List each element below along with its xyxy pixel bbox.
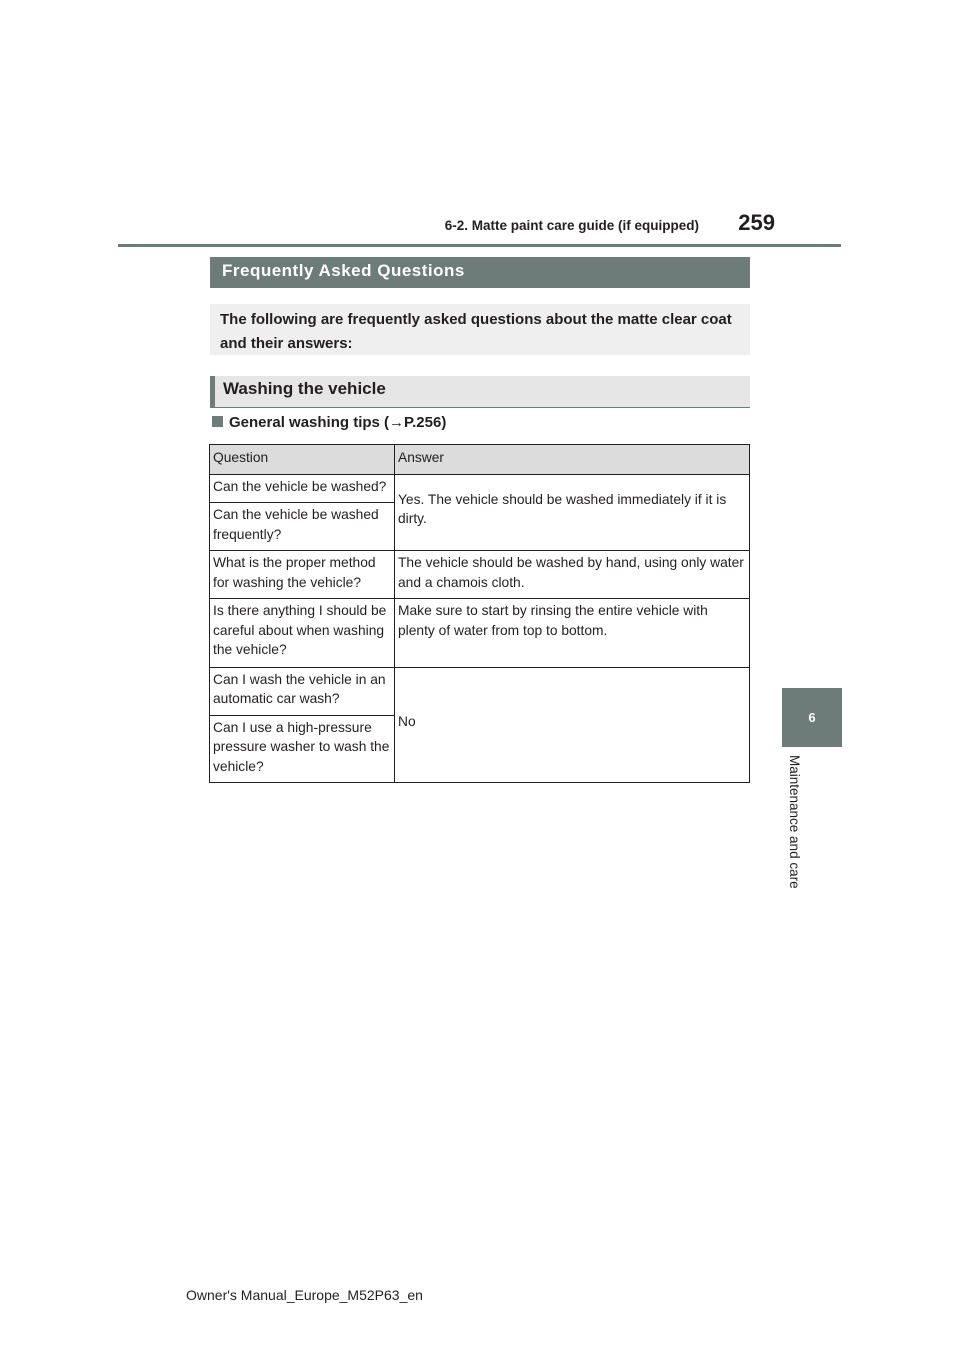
intro-text: The following are frequently asked questions about the matte clear coat and their answers: [210, 304, 750, 355]
page-reference-link[interactable]: P.256) [404, 414, 447, 431]
table-row [210, 551, 750, 599]
column-header-question: Question [210, 445, 395, 475]
question-cell: Can I wash the vehicle in an automatic car wash? [210, 667, 395, 715]
question-cell: Can the vehicle be washed? [210, 474, 395, 503]
subheading-accent-bar [210, 376, 215, 407]
subheading-title: Washing the vehicle [223, 379, 386, 398]
section-title: 6-2. Matte paint care guide (if equipped) [444, 218, 699, 233]
table-row [210, 667, 750, 715]
answer-cell: The vehicle should be washed by hand, using only water and a chamois cloth. [395, 551, 750, 599]
washing-subheading [210, 376, 750, 408]
washing-tips-line [212, 414, 446, 431]
faq-table [209, 444, 750, 783]
answer-cell: Yes. The vehicle should be washed immediately if it is dirty. [395, 474, 750, 551]
square-bullet-icon [212, 416, 223, 427]
tips-label: General washing tips ( [229, 414, 390, 431]
chapter-tab[interactable] [782, 688, 842, 747]
question-cell: What is the proper method for washing the vehicle? [210, 551, 395, 599]
faq-heading: Frequently Asked Questions [210, 257, 750, 288]
footer-manual-id: Owner's Manual_Europe_M52P63_en [186, 1287, 423, 1303]
table-row [210, 599, 750, 668]
answer-cell: No [395, 667, 750, 783]
question-cell: Can the vehicle be washed frequently? [210, 503, 395, 551]
table-row [210, 474, 750, 503]
answer-cell: Make sure to start by rinsing the entire vehicle with plenty of water from top to bottom. [395, 599, 750, 668]
question-cell: Can I use a high-pressure pressure washer to wash the vehicle? [210, 715, 395, 783]
arrow-icon: → [389, 414, 405, 431]
chapter-title: Maintenance and care [787, 755, 802, 889]
page-number: 259 [738, 210, 775, 235]
table-header-row [210, 445, 750, 475]
column-header-answer: Answer [395, 445, 750, 475]
question-cell: Is there anything I should be careful about when washing the vehicle? [210, 599, 395, 668]
chapter-number: 6 [808, 710, 816, 725]
header-divider [118, 244, 841, 247]
